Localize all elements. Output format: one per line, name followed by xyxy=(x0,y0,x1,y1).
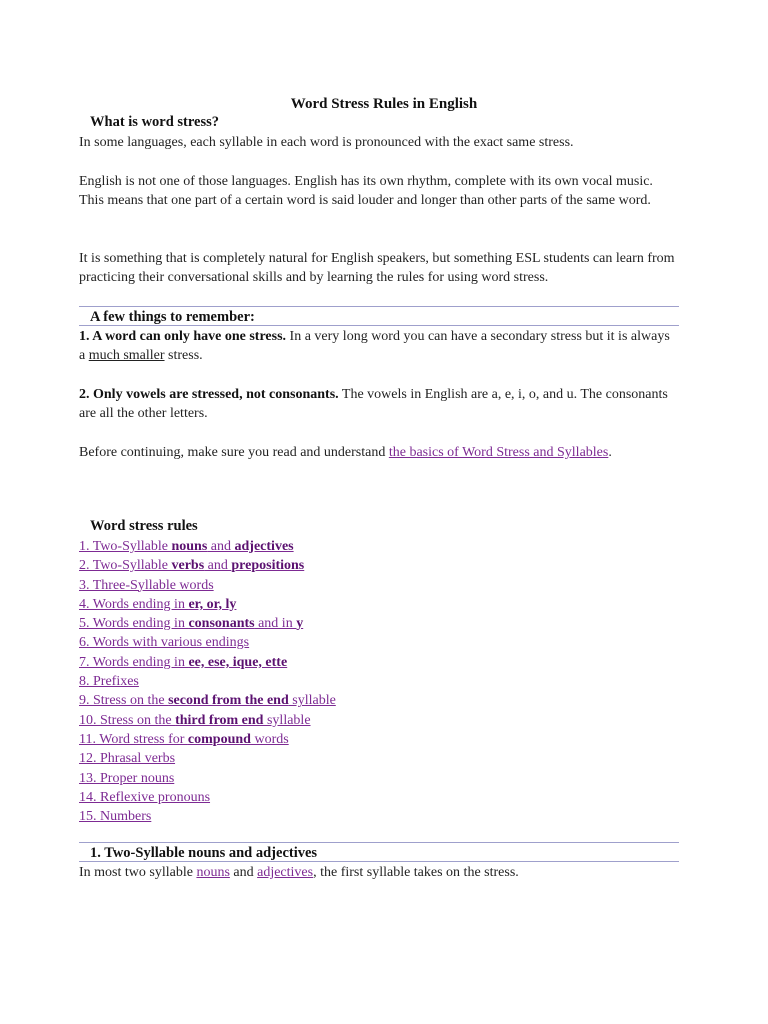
divider-line xyxy=(79,861,679,862)
rule-link-6[interactable]: 6. Words with various endings xyxy=(79,635,250,651)
before-continuing-end: . xyxy=(608,445,612,460)
paragraph-rule-one-stress xyxy=(79,327,679,366)
rule-one-stress-end: stress. xyxy=(164,348,203,364)
section-heading-two-syllable: 1. Two-Syllable nouns and adjectives xyxy=(90,845,318,861)
document-title: Word Stress Rules in English xyxy=(290,96,478,112)
list-item xyxy=(79,807,336,826)
rule-link-1[interactable]: 1. Two-Syllable nouns and adjectives xyxy=(79,539,294,554)
word-stress-rules-list xyxy=(79,537,336,826)
list-item xyxy=(79,653,336,672)
rule-vowels-text: The vowels in English are a, e, i, o, and u. The consonants are all the other letters. xyxy=(79,387,668,422)
list-item xyxy=(79,788,336,807)
rule-link-9[interactable]: 9. Stress on the second from the end syllable xyxy=(79,693,336,709)
rule-link-4[interactable]: 4. Words ending in er, or, ly xyxy=(79,596,237,612)
section-heading-word-stress-rules: Word stress rules xyxy=(90,518,198,534)
rule-link-12[interactable]: 12. Phrasal verbs xyxy=(79,751,176,767)
list-item xyxy=(79,769,336,788)
before-continuing-text: Before continuing, make sure you read and understand xyxy=(79,445,389,460)
rule-one-stress-bold: 1. A word can only have one stress. xyxy=(79,329,287,344)
list-item xyxy=(79,556,336,575)
list-item xyxy=(79,711,336,730)
paragraph-rule-vowels xyxy=(79,385,679,424)
rule-link-11[interactable]: 11. Word stress for compound words xyxy=(79,731,289,747)
two-syllable-mid: and xyxy=(229,865,258,880)
divider-line xyxy=(79,325,679,326)
rule-link-14[interactable]: 14. Reflexive pronouns xyxy=(79,789,211,805)
paragraph-intro: In some languages, each syllable in each word is pronounced with the exact same stress. xyxy=(79,135,574,150)
rule-link-2[interactable]: 2. Two-Syllable verbs and prepositions xyxy=(79,558,305,574)
list-item xyxy=(79,595,336,614)
rule-link-10[interactable]: 10. Stress on the third from end syllable xyxy=(79,712,311,728)
list-item xyxy=(79,730,336,749)
section-heading-few-things: A few things to remember: xyxy=(90,309,255,325)
rule-link-13[interactable]: 13. Proper nouns xyxy=(79,770,175,786)
list-item xyxy=(79,749,336,768)
list-item xyxy=(79,633,336,652)
rule-link-5[interactable]: 5. Words ending in consonants and in y xyxy=(79,616,304,632)
two-syllable-post: , the first syllable takes on the stress. xyxy=(313,865,519,880)
list-item xyxy=(79,537,336,556)
nouns-link[interactable]: nouns xyxy=(196,865,230,880)
list-item xyxy=(79,614,336,633)
rule-one-stress-text: In a very long word you can have a secondary stress but it is always a xyxy=(79,329,670,364)
rule-link-15[interactable]: 15. Numbers xyxy=(79,809,152,825)
rule-link-7[interactable]: 7. Words ending in ee, ese, ique, ette xyxy=(79,654,288,670)
adjectives-link[interactable]: adjectives xyxy=(257,865,314,880)
divider-line xyxy=(79,842,679,843)
divider-line xyxy=(79,306,679,307)
rule-link-8[interactable]: 8. Prefixes xyxy=(79,674,139,690)
two-syllable-pre: In most two syllable xyxy=(79,865,197,880)
list-item xyxy=(79,672,336,691)
rule-vowels-bold: 2. Only vowels are stressed, not consonants. xyxy=(79,387,339,402)
list-item xyxy=(79,576,336,595)
much-smaller-underline: much smaller xyxy=(88,348,165,364)
section-heading-what-is-word-stress: What is word stress? xyxy=(90,114,220,130)
paragraph-two-syllable xyxy=(79,863,679,882)
paragraph-before-continuing xyxy=(79,443,679,462)
rule-link-3[interactable]: 3. Three-Syllable words xyxy=(79,577,214,593)
paragraph-esl-students: It is something that is completely natural for English speakers, but something ESL students can learn from practicing their conversational skills and by learning the rules for using word stress. xyxy=(79,251,675,286)
list-item xyxy=(79,691,336,710)
paragraph-english-rhythm: English is not one of those languages. English has its own rhythm, complete with its own vocal music. This means that one part of a certain word is said louder and longer than other parts of the same word. xyxy=(79,174,653,209)
basics-word-stress-link[interactable]: the basics of Word Stress and Syllables xyxy=(388,445,609,460)
